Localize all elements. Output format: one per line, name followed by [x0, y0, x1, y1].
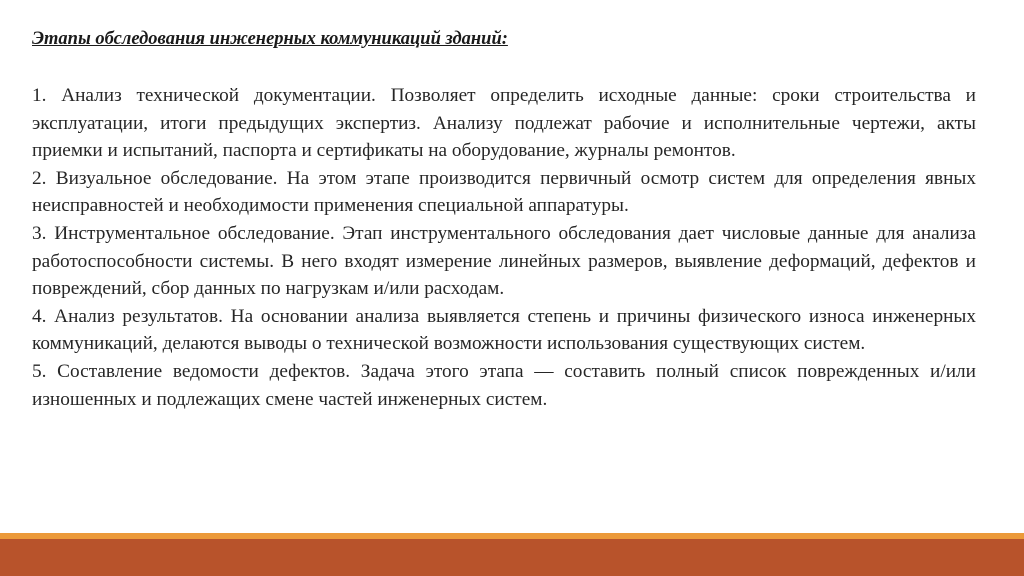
step-5: 5. Составление ведомости дефектов. Задача этого этапа — составить полный список поврежденных и/или изношенных и подлежащих смене частей инженерных систем. — [32, 360, 976, 410]
steps-list — [32, 82, 976, 413]
step-2: 2. Визуальное обследование. На этом этапе производится первичный осмотр систем для определения явных неисправностей и необходимости применения специальной аппаратуры. — [32, 167, 976, 217]
slide-title: Этапы обследования инженерных коммуникаций зданий: — [32, 29, 508, 49]
step-1: 1. Анализ технической документации. Позволяет определить исходные данные: сроки строительства и эксплуатации, итоги предыдущих экспертиз. Анализу подлежат рабочие и исполнительные чертежи, акты приемки и испытаний, паспорта и сертификаты на оборудование, журналы ремонтов. — [32, 85, 976, 162]
footer-bar — [0, 533, 1024, 576]
step-4: 4. Анализ результатов. На основании анализа выявляется степень и причины физического износа инженерных коммуникаций, делаются выводы о технической возможности использования существующих систем. — [32, 305, 976, 355]
slide-content — [32, 28, 976, 413]
step-3: 3. Инструментальное обследование. Этап инструментального обследования дает числовые данные для анализа работоспособности системы. В него входят измерение линейных размеров, выявление деформаций, дефектов и повреждений, сбор данных по нагрузкам и/или расходам. — [32, 222, 976, 300]
